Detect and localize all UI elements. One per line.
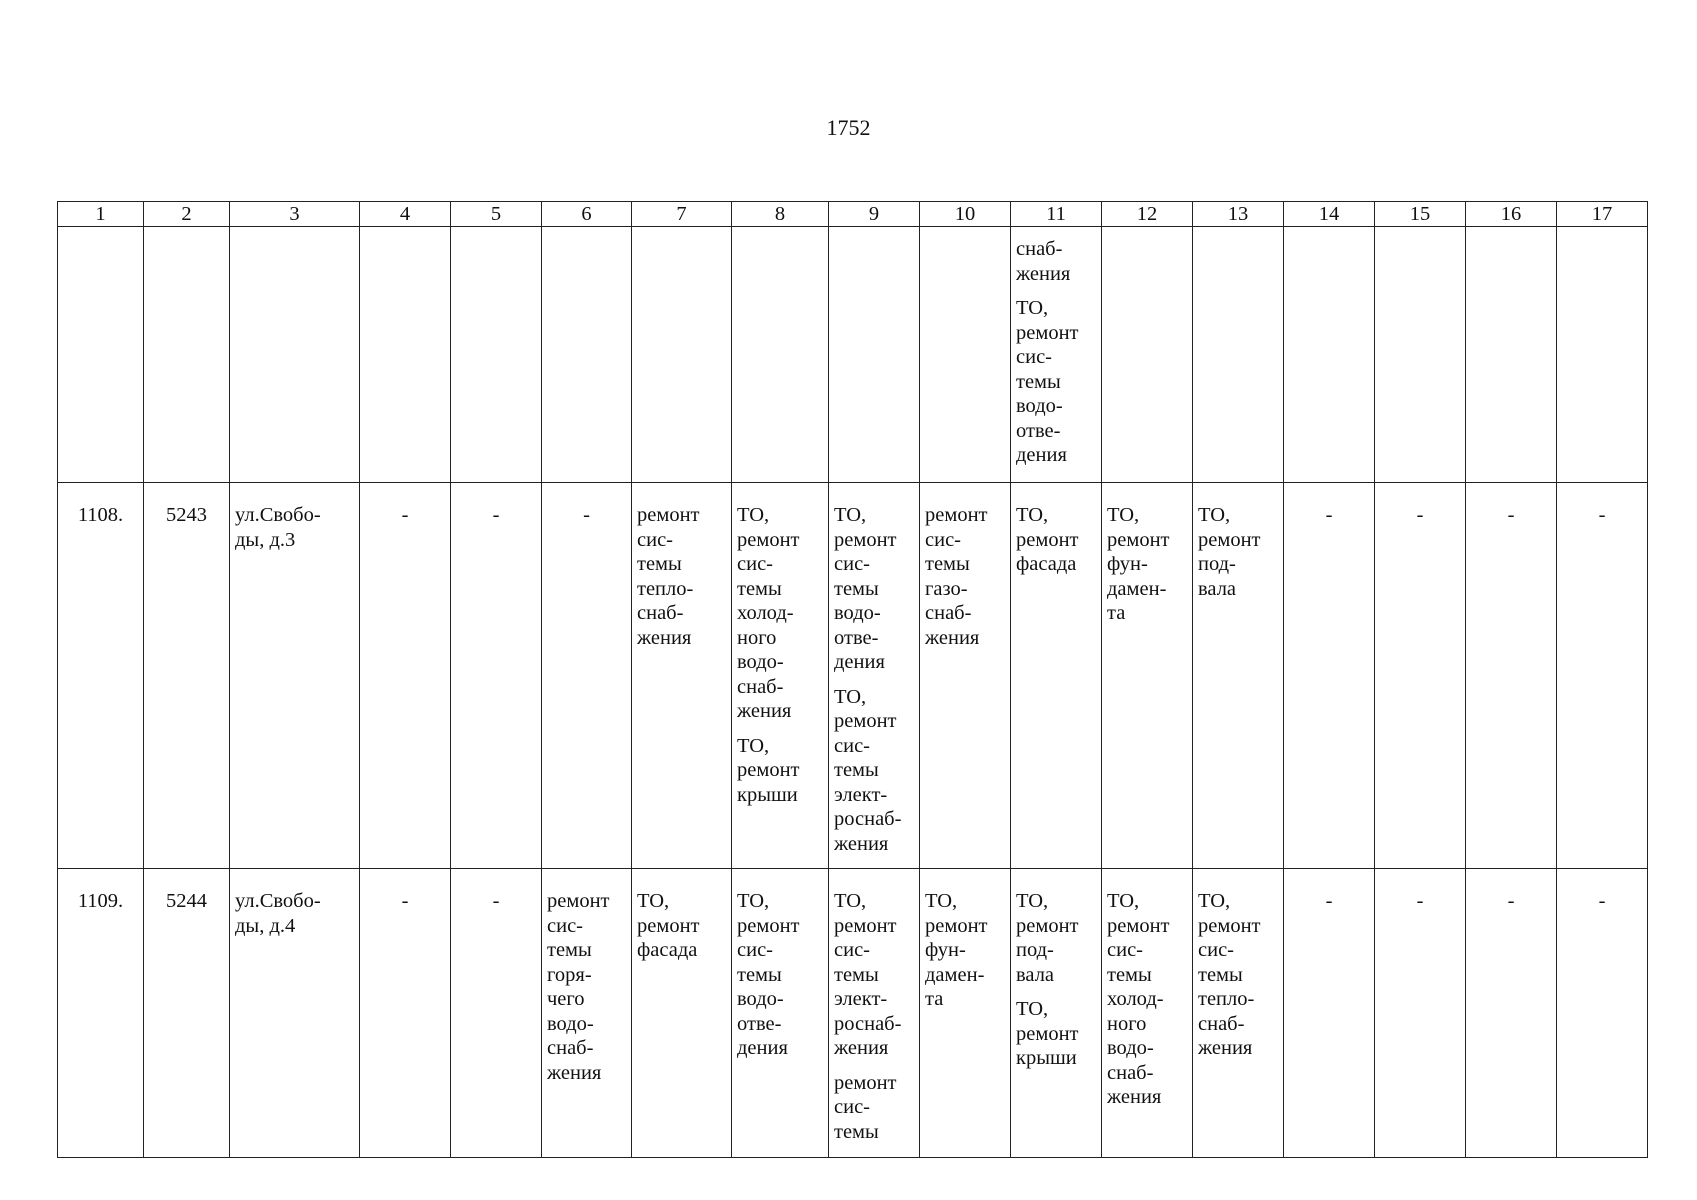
table-cell	[732, 869, 829, 1158]
table-row	[58, 483, 1648, 869]
column-number-header: 16	[1466, 202, 1557, 227]
column-number-header: 5	[451, 202, 542, 227]
work-item: снаб- жения	[1016, 238, 1071, 285]
table-cell	[360, 869, 451, 1158]
table-cell	[542, 227, 632, 483]
work-item: ТО, ремонт фун- дамен- та	[1107, 504, 1170, 624]
table-cell	[829, 483, 920, 869]
column-number-header: 2	[144, 202, 230, 227]
table-cell	[732, 227, 829, 483]
column-number-header: 17	[1557, 202, 1648, 227]
dash: -	[1598, 504, 1606, 526]
table-row	[58, 869, 1648, 1158]
dash: -	[1507, 504, 1515, 526]
column-number-header: 9	[829, 202, 920, 227]
work-item: ТО, ремонт сис- темы водо- отве- дения	[737, 890, 800, 1059]
dash: -	[1416, 504, 1424, 526]
work-item: ремонт сис- темы	[834, 1071, 897, 1143]
address-cell	[230, 869, 360, 1158]
header-row	[58, 202, 1648, 227]
work-item: ремонт сис- темы горя- чего водо- снаб- жения	[547, 890, 610, 1084]
table-cell	[542, 869, 632, 1158]
table-cell	[1193, 227, 1284, 483]
dash: -	[1507, 890, 1515, 912]
table-cell	[1011, 869, 1102, 1158]
table-cell	[632, 483, 732, 869]
work-item: ТО, ремонт сис- темы водо- отве- дения	[834, 504, 897, 673]
table-cell	[632, 869, 732, 1158]
work-item: ТО, ремонт под- вала	[1016, 890, 1079, 986]
row-number-cell	[58, 869, 144, 1158]
table-cell	[1102, 227, 1193, 483]
table-cell	[451, 869, 542, 1158]
table-cell	[829, 869, 920, 1158]
address: ул.Свобо- ды, д.4	[235, 890, 321, 937]
table-cell	[1375, 227, 1466, 483]
table-cell	[1193, 869, 1284, 1158]
table-cell	[920, 227, 1011, 483]
work-item: ТО, ремонт сис- темы холод- ного водо- снаб- жения	[737, 504, 800, 722]
work-item: ремонт сис- темы тепло- снаб- жения	[637, 504, 700, 649]
building-id-cell	[144, 869, 230, 1158]
table-cell	[451, 227, 542, 483]
work-item: ТО, ремонт сис- темы элект- роснаб- жения	[834, 890, 902, 1059]
work-item: ТО, ремонт фасада	[637, 890, 700, 961]
works-schedule-table	[57, 201, 1648, 1158]
column-number-header: 4	[360, 202, 451, 227]
table-cell	[542, 483, 632, 869]
building-id: 5244	[166, 890, 207, 912]
table-cell	[1375, 483, 1466, 869]
table-cell	[1284, 483, 1375, 869]
work-item: ТО, ремонт сис- темы холод- ного водо- снаб- жения	[1107, 890, 1170, 1108]
work-item: ТО, ремонт сис- темы тепло- снаб- жения	[1198, 890, 1261, 1059]
table-cell	[1193, 483, 1284, 869]
dash: -	[583, 504, 590, 526]
column-number-header: 12	[1102, 202, 1193, 227]
dash: -	[492, 504, 500, 526]
table-cell	[1557, 227, 1648, 483]
table-cell	[1557, 869, 1648, 1158]
table-cell	[920, 483, 1011, 869]
column-number-header: 7	[632, 202, 732, 227]
table-cell	[1011, 483, 1102, 869]
table-cell	[360, 483, 451, 869]
column-number-header: 13	[1193, 202, 1284, 227]
table-cell	[451, 483, 542, 869]
work-item: ТО, ремонт крыши	[1016, 998, 1079, 1069]
dash: -	[401, 504, 409, 526]
dash: -	[1416, 890, 1424, 912]
table-cell	[360, 227, 451, 483]
row-number: 1109.	[77, 890, 124, 912]
table-cell	[58, 227, 144, 483]
work-item: ТО, ремонт сис- темы элект- роснаб- жения	[834, 685, 902, 855]
table-cell	[1284, 227, 1375, 483]
building-id-cell	[144, 483, 230, 869]
table-cell	[230, 227, 360, 483]
page-number: 1752	[826, 115, 871, 140]
column-number-header: 3	[230, 202, 360, 227]
work-item: ТО, ремонт сис- темы водо- отве- дения	[1016, 297, 1079, 466]
column-number-header: 8	[732, 202, 829, 227]
address: ул.Свобо- ды, д.3	[235, 504, 321, 551]
dash: -	[1325, 504, 1333, 526]
column-number-header: 11	[1011, 202, 1102, 227]
dash: -	[401, 890, 409, 912]
column-number-header: 14	[1284, 202, 1375, 227]
table-row-continuation	[58, 227, 1648, 483]
dash: -	[1325, 890, 1333, 912]
column-number-header: 10	[920, 202, 1011, 227]
address-cell	[230, 483, 360, 869]
dash: -	[492, 890, 500, 912]
building-id: 5243	[166, 504, 207, 526]
work-item: ТО, ремонт под- вала	[1198, 504, 1261, 600]
table-cell	[829, 227, 920, 483]
work-item: ТО, ремонт крыши	[737, 734, 800, 806]
table-cell	[1557, 483, 1648, 869]
column-number-header: 1	[58, 202, 144, 227]
column-number-header: 15	[1375, 202, 1466, 227]
table-cell	[1466, 227, 1557, 483]
table-cell	[920, 869, 1011, 1158]
table-cell	[1466, 869, 1557, 1158]
table-cell	[1284, 869, 1375, 1158]
row-number: 1108.	[77, 504, 124, 526]
work-item: ТО, ремонт фун- дамен- та	[925, 890, 988, 1010]
row-number-cell	[58, 483, 144, 869]
table-cell	[1375, 869, 1466, 1158]
work-item: ТО, ремонт фасада	[1016, 504, 1079, 575]
table-cell	[732, 483, 829, 869]
table-cell	[1102, 483, 1193, 869]
dash: -	[1598, 890, 1606, 912]
table-cell	[144, 227, 230, 483]
table-cell	[1466, 483, 1557, 869]
column-number-header: 6	[542, 202, 632, 227]
work-item: ремонт сис- темы газо- снаб- жения	[925, 504, 988, 649]
table-cell	[632, 227, 732, 483]
table-cell	[1102, 869, 1193, 1158]
table-cell	[1011, 227, 1102, 483]
